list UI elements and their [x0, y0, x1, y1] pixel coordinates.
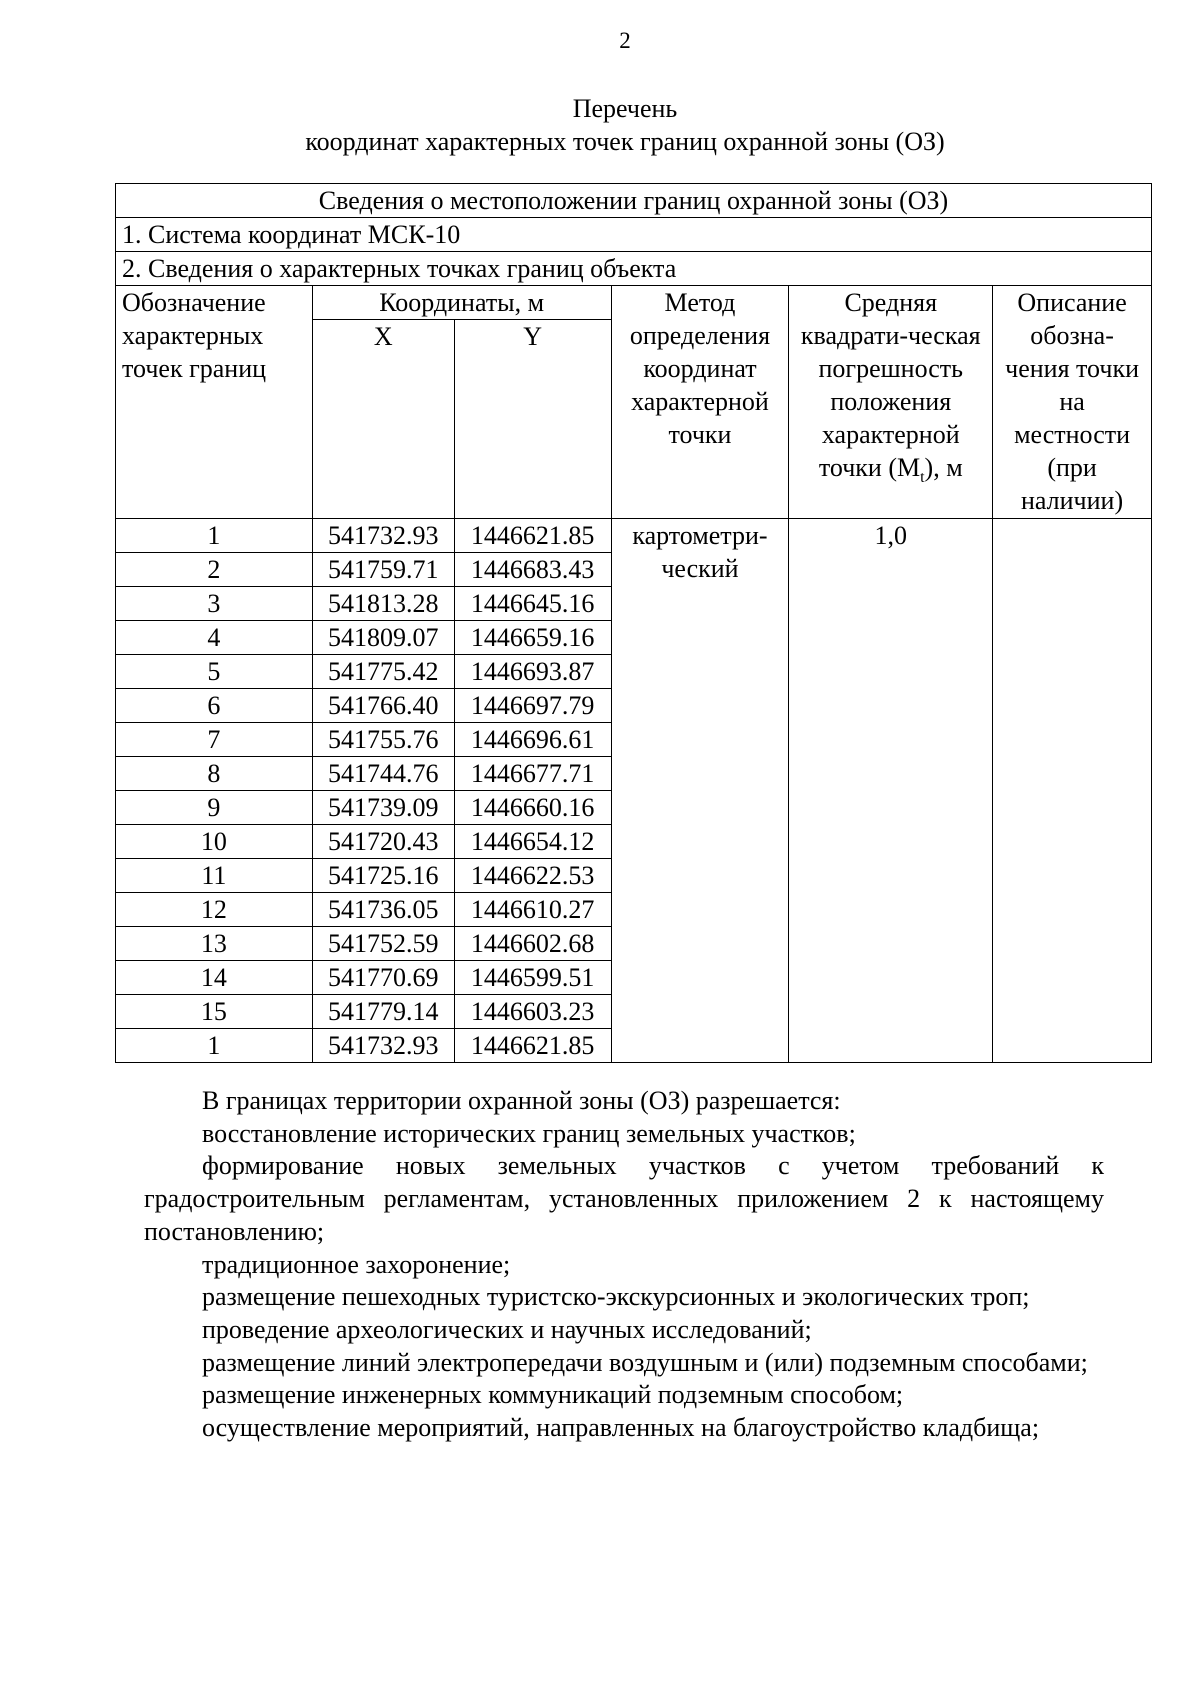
- header-error: [789, 286, 993, 519]
- point-y: 1446603.23: [454, 995, 611, 1029]
- point-number: 1: [116, 1029, 313, 1063]
- point-number: 6: [116, 689, 313, 723]
- point-x: 541720.43: [312, 825, 454, 859]
- method-value: картометри-ческий: [611, 519, 789, 1063]
- table-row: [116, 519, 1152, 553]
- header-error-tail: ), м: [924, 453, 963, 482]
- title-line-1: Перечень: [572, 94, 678, 123]
- point-number: 3: [116, 587, 313, 621]
- description-value: [993, 519, 1152, 1063]
- point-x: 541732.93: [312, 519, 454, 553]
- point-y: 1446660.16: [454, 791, 611, 825]
- coordinates-table: [115, 183, 1152, 1063]
- point-x: 541744.76: [312, 757, 454, 791]
- title-line-2: координат характерных точек границ охранной зоны (ОЗ): [305, 127, 945, 156]
- header-error-sub: t: [920, 469, 925, 487]
- point-y: 1446693.87: [454, 655, 611, 689]
- point-x: 541775.42: [312, 655, 454, 689]
- point-x: 541779.14: [312, 995, 454, 1029]
- header-designation: Обозначение характерных точек границ: [116, 286, 313, 519]
- point-y: 1446677.71: [454, 757, 611, 791]
- point-y: 1446654.12: [454, 825, 611, 859]
- point-number: 5: [116, 655, 313, 689]
- permitted-uses-text: [144, 1085, 1104, 1445]
- point-x: 541752.59: [312, 927, 454, 961]
- point-y: 1446659.16: [454, 621, 611, 655]
- point-number: 15: [116, 995, 313, 1029]
- header-method: Метод определения координат характерной точки: [611, 286, 789, 519]
- point-number: 11: [116, 859, 313, 893]
- header-y: Y: [454, 320, 611, 519]
- point-y: 1446697.79: [454, 689, 611, 723]
- error-value: 1,0: [789, 519, 993, 1063]
- point-x: 541766.40: [312, 689, 454, 723]
- point-y: 1446621.85: [454, 1029, 611, 1063]
- point-x: 541725.16: [312, 859, 454, 893]
- table-caption: Сведения о местоположении границ охранной зоны (ОЗ): [116, 184, 1152, 218]
- point-number: 12: [116, 893, 313, 927]
- point-x: 541755.76: [312, 723, 454, 757]
- point-number: 13: [116, 927, 313, 961]
- paragraph: В границах территории охранной зоны (ОЗ) разрешается:: [202, 1086, 841, 1115]
- paragraph: размещение линий электропередачи воздушным и (или) подземным способами;: [202, 1347, 1088, 1377]
- point-y: 1446683.43: [454, 553, 611, 587]
- page-number: 2: [619, 28, 631, 53]
- point-y: 1446621.85: [454, 519, 611, 553]
- point-x: 541732.93: [312, 1029, 454, 1063]
- paragraph: размещение инженерных коммуникаций подземным способом;: [202, 1380, 904, 1410]
- point-x: 541809.07: [312, 621, 454, 655]
- point-y: 1446599.51: [454, 961, 611, 995]
- coordinate-system: 1. Система координат МСК-10: [116, 218, 1152, 252]
- paragraph: формирование новых земельных участков с учетом требований к градостроительным регламентам, установленных приложением 2 к настоящему постановлению;: [144, 1151, 1104, 1246]
- document-title: [0, 92, 1200, 158]
- point-y: 1446622.53: [454, 859, 611, 893]
- point-y: 1446610.27: [454, 893, 611, 927]
- paragraph: традиционное захоронение;: [202, 1249, 511, 1279]
- point-y: 1446602.68: [454, 927, 611, 961]
- point-y: 1446645.16: [454, 587, 611, 621]
- point-number: 8: [116, 757, 313, 791]
- point-number: 14: [116, 961, 313, 995]
- paragraph: восстановление исторических границ земельных участков;: [202, 1118, 856, 1148]
- point-number: 10: [116, 825, 313, 859]
- header-error-main: Средняя квадрати-ческая погрешность положения характерной точки (M: [800, 288, 981, 482]
- paragraph: осуществление мероприятий, направленных на благоустройство кладбища;: [202, 1413, 1040, 1443]
- point-y: 1446696.61: [454, 723, 611, 757]
- point-number: 9: [116, 791, 313, 825]
- point-x: 541770.69: [312, 961, 454, 995]
- header-x: X: [312, 320, 454, 519]
- point-number: 2: [116, 553, 313, 587]
- point-x: 541759.71: [312, 553, 454, 587]
- header-coordinates: Координаты, м: [312, 286, 611, 320]
- paragraph: размещение пешеходных туристско-экскурсионных и экологических троп;: [202, 1282, 1030, 1312]
- point-x: 541813.28: [312, 587, 454, 621]
- point-x: 541736.05: [312, 893, 454, 927]
- paragraph: проведение археологических и научных исследований;: [202, 1314, 812, 1344]
- points-info: 2. Сведения о характерных точках границ объекта: [116, 252, 1152, 286]
- point-number: 7: [116, 723, 313, 757]
- header-description: Описание обозна-чения точки на местности (при наличии): [993, 286, 1152, 519]
- point-number: 4: [116, 621, 313, 655]
- point-x: 541739.09: [312, 791, 454, 825]
- point-number: 1: [116, 519, 313, 553]
